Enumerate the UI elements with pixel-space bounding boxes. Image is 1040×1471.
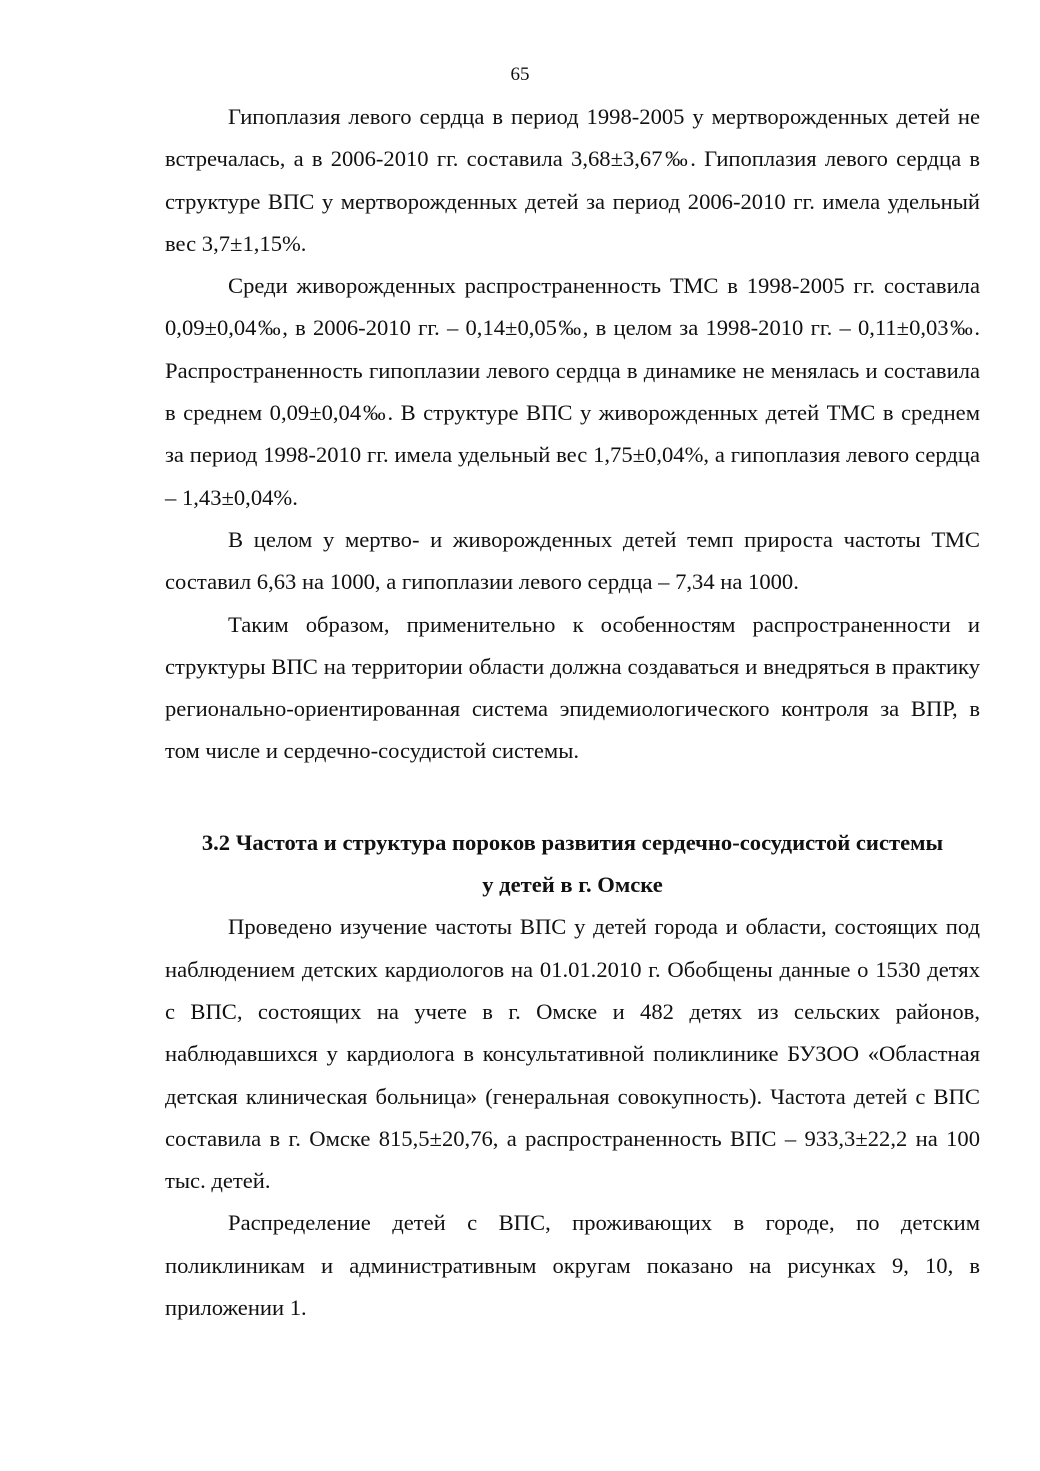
page-number: 65 — [510, 64, 530, 85]
paragraph-distribution: Распределение детей с ВПС, проживающих в городе, по детским поликлиникам и административным округам показано на рисунках 9, 10, в приложении 1. — [165, 1210, 980, 1321]
paragraph-liveborn-prevalence: Среди живорожденных распространенность ТМС в 1998-2005 гг. составила 0,09±0,04‰, в 2006-2010 гг. – 0,14±0,05‰, в целом за 1998-2010 гг. – 0,11±0,03‰. Распространенность гипоплазии левого сердца в динамике не менялась и составила в среднем 0,09±0,04‰. В структуре ВПС у живорожденных детей ТМС в среднем за период 1998-2010 гг. имела удельный вес 1,75±0,04%, а гипоплазия левого сердца – 1,43±0,04%. — [165, 273, 980, 510]
section-heading — [165, 822, 980, 907]
paragraph-growth-rate: В целом у мертво- и живорожденных детей темп прироста частоты ТМС составил 6,63 на 1000, а гипоплазии левого сердца – 7,34 на 1000. — [165, 526, 980, 595]
paragraph-hypoplasia-stillborn: Гипоплазия левого сердца в период 1998-2005 у мертворожденных детей не встречалась, а в 2006-2010 гг. составила 3,68±3,67‰. Гипоплазия левого сердца в структуре ВПС у мертворожденных детей за период 2006-2010 гг. имела удельный вес 3,7±1,15%. — [165, 104, 980, 256]
section-heading-line-1: 3.2 Частота и структура пороков развития сердечно-сосудистой системы — [201, 829, 944, 855]
paragraph-conclusion: Таким образом, применительно к особенностям распространенности и структуры ВПС на территории области должна создаваться и внедряться в практику регионально-ориентированная система эпидемиологического контроля за ВПР, в том числе и сердечно-сосудистой системы. — [165, 611, 980, 764]
section-heading-line-2: у детей в г. Омске — [482, 872, 663, 898]
paragraph-study-description: Проведено изучение частоты ВПС у детей города и области, состоящих под наблюдением детских кардиологов на 01.01.2010 г. Обобщены данные о 1530 детях с ВПС, состоящих на учете в г. Омске и 482 детях из сельских районов, наблюдавшихся у кардиолога в консультативной поликлинике БУЗОО «Областная детская клиническая больница» (генеральная совокупность). Частота детей с ВПС составила в г. Омске 815,5±20,76, а распространенность ВПС – 933,3±22,2 на 100 тыс. детей. — [165, 914, 980, 1194]
document-body — [165, 96, 980, 1329]
